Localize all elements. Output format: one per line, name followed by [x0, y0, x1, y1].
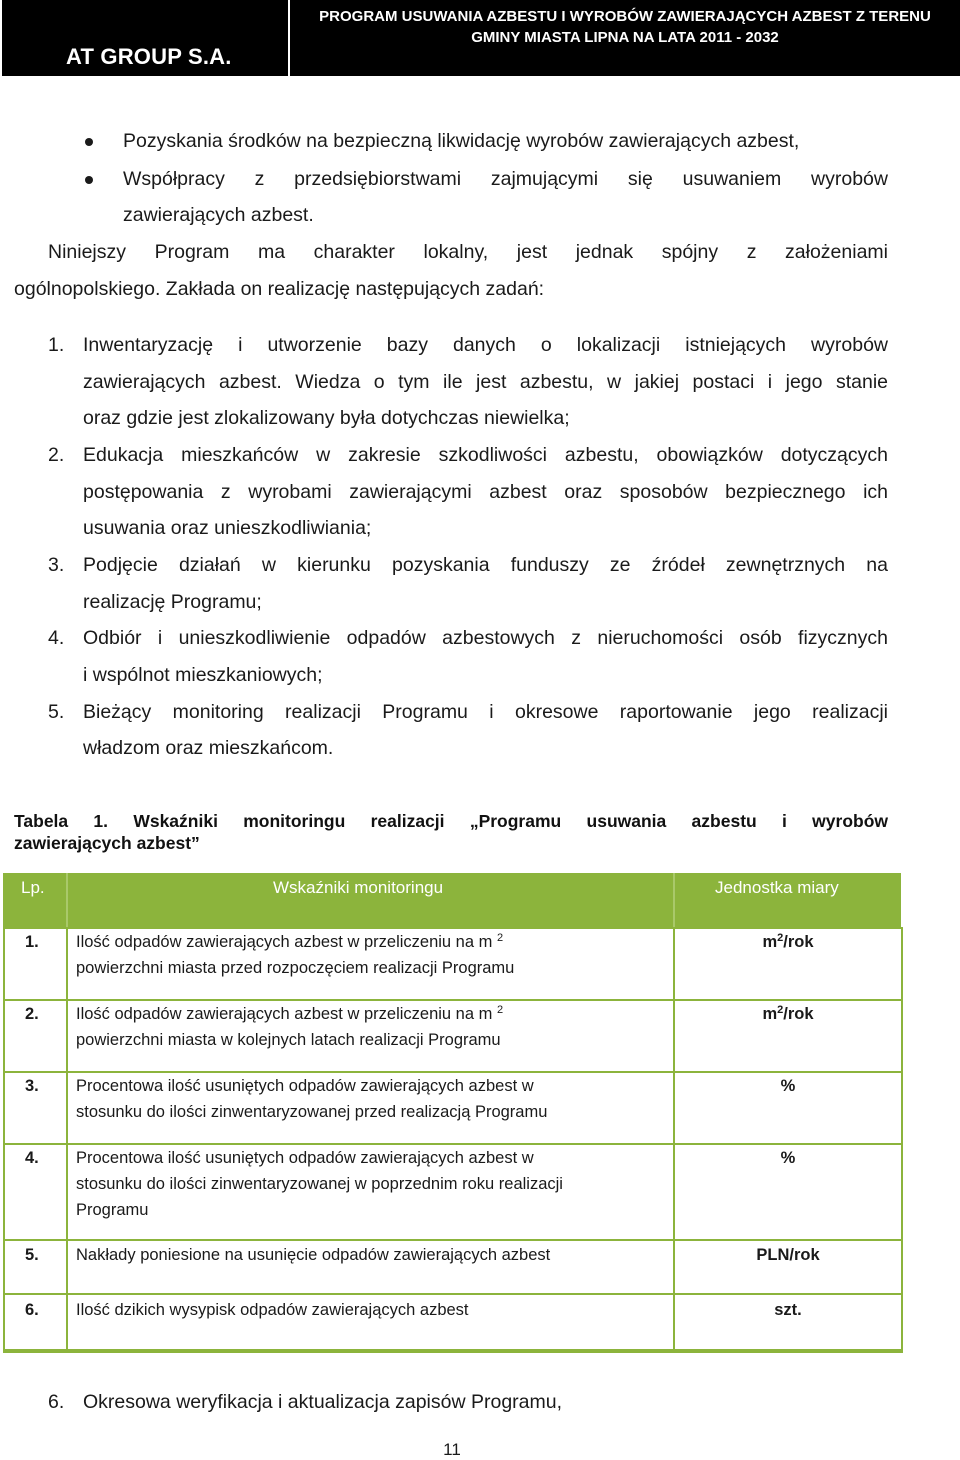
unit-base: m — [762, 1005, 778, 1023]
header-indicator: Wskaźniki monitoringu — [273, 878, 444, 897]
document-title-line2: GMINY MIASTA LIPNA NA LATA 2011 - 2032 — [471, 29, 779, 46]
indicator-text — [76, 1297, 666, 1323]
indicator-line: stosunku do ilości zinwentaryzowanej przed realizacją Programu — [76, 1103, 548, 1121]
row-number: 1. — [25, 933, 39, 951]
superscript: 2 — [496, 1004, 504, 1016]
task-number: 4. — [48, 627, 65, 649]
table-caption: Tabela 1. Wskaźniki monitoringu realizacji „Programu usuwania azbestu i wyrobów — [14, 811, 888, 831]
indicator-line: stosunku do ilości zinwentaryzowanej w poprzednim roku realizacji — [76, 1175, 563, 1193]
company-name: AT GROUP S.A. — [66, 44, 232, 69]
intro-line: Niniejszy Program ma charakter lokalny, jest jednak spójny z założeniami — [48, 241, 888, 263]
row-number: 5. — [25, 1246, 39, 1264]
task-text: Inwentaryzację i utworzenie bazy danych o lokalizacji istniejących wyrobów — [83, 334, 888, 356]
table-body-frame — [3, 927, 903, 1353]
bullet-marker — [85, 138, 93, 146]
indicator-text — [76, 1242, 666, 1268]
indicator-line: Ilość odpadów zawierających azbest w przeliczeniu na m — [76, 1005, 493, 1023]
task-text: Edukacja mieszkańców w zakresie szkodliwości azbestu, obowiązków dotyczących — [83, 444, 888, 466]
row-number: 4. — [25, 1149, 39, 1167]
bullet-text: Współpracy z przedsiębiorstwami zajmującymi się usuwaniem wyrobów — [123, 168, 888, 190]
task-text: Podjęcie działań w kierunku pozyskania funduszy ze źródeł zewnętrznych na — [83, 554, 888, 576]
unit-cell — [675, 1001, 901, 1027]
unit-suffix: /rok — [783, 933, 814, 951]
table-caption-continuation: zawierających azbest” — [14, 833, 200, 853]
company-banner — [2, 0, 288, 76]
row-number: 2. — [25, 1005, 39, 1023]
indicator-text — [76, 1001, 666, 1053]
unit-superscript: 2 — [777, 1004, 784, 1016]
unit-cell: PLN/rok — [756, 1246, 820, 1264]
indicator-line: Ilość odpadów zawierających azbest w przeliczeniu na m — [76, 933, 493, 951]
row-number: 6. — [25, 1301, 39, 1319]
intro-line: ogólnopolskiego. Zakłada on realizację następujących zadań: — [14, 278, 545, 300]
unit-cell: % — [780, 1077, 796, 1095]
header-lp: Lp. — [21, 878, 45, 897]
task-number: 3. — [48, 554, 65, 576]
indicator-line: Programu — [76, 1201, 149, 1219]
task-number: 5. — [48, 701, 65, 723]
unit-base: m — [762, 933, 778, 951]
indicator-text — [76, 1073, 666, 1125]
task-text: postępowania z wyrobami zawierającymi azbest oraz sposobów bezpiecznego ich — [83, 481, 888, 503]
indicator-text — [76, 1145, 666, 1223]
indicator-line: Nakłady poniesione na usunięcie odpadów zawierających azbest — [76, 1246, 551, 1264]
unit-suffix: /rok — [783, 1005, 814, 1023]
indicator-line: Ilość dzikich wysypisk odpadów zawierających azbest — [76, 1301, 469, 1319]
indicator-text — [76, 929, 666, 981]
bullet-text: Pozyskania środków na bezpieczną likwidację wyrobów zawierających azbest, — [123, 130, 800, 152]
header-unit: Jednostka miary — [715, 878, 839, 897]
task-text: i wspólnot mieszkaniowych; — [83, 664, 323, 686]
monitoring-table — [3, 873, 901, 1353]
document-title-line1: PROGRAM USUWANIA AZBESTU I WYROBÓW ZAWIERAJĄCYCH AZBEST Z TERENU — [319, 8, 931, 25]
task-text: Odbiór i unieszkodliwienie odpadów azbestowych z nieruchomości osób fizycznych — [83, 627, 888, 649]
task-text: realizację Programu; — [83, 591, 262, 613]
indicator-line: powierzchni miasta przed rozpoczęciem realizacji Programu — [76, 959, 515, 977]
unit-superscript: 2 — [777, 932, 784, 944]
task-text: Okresowa weryfikacja i aktualizacja zapisów Programu, — [83, 1391, 563, 1413]
table-header-row — [3, 873, 901, 927]
unit-cell: % — [780, 1149, 796, 1167]
superscript: 2 — [496, 932, 504, 944]
unit-cell — [675, 929, 901, 955]
task-text: władzom oraz mieszkańcom. — [83, 737, 334, 759]
task-text: zawierających azbest. Wiedza o tym ile jest azbestu, w jakiej postaci i jego stanie — [83, 371, 888, 393]
task-text: Bieżący monitoring realizacji Programu i okresowe raportowanie jego realizacji — [83, 701, 888, 723]
indicator-line: Procentowa ilość usuniętych odpadów zawierających azbest w — [76, 1077, 534, 1095]
bullet-marker — [85, 176, 93, 184]
document-title-banner — [290, 0, 960, 76]
task-text: oraz gdzie jest zlokalizowany była dotychczas niewielka; — [83, 407, 570, 429]
task-number: 2. — [48, 444, 65, 466]
page-number: 11 — [443, 1440, 461, 1459]
task-number: 6. — [48, 1391, 65, 1413]
task-number: 1. — [48, 334, 65, 356]
indicator-line: powierzchni miasta w kolejnych latach realizacji Programu — [76, 1031, 501, 1049]
task-text: usuwania oraz unieszkodliwiania; — [83, 517, 372, 539]
row-number: 3. — [25, 1077, 39, 1095]
bullet-text-continuation: zawierających azbest. — [123, 204, 314, 226]
indicator-line: Procentowa ilość usuniętych odpadów zawierających azbest w — [76, 1149, 534, 1167]
page-header — [0, 0, 960, 76]
unit-cell: szt. — [774, 1301, 802, 1319]
